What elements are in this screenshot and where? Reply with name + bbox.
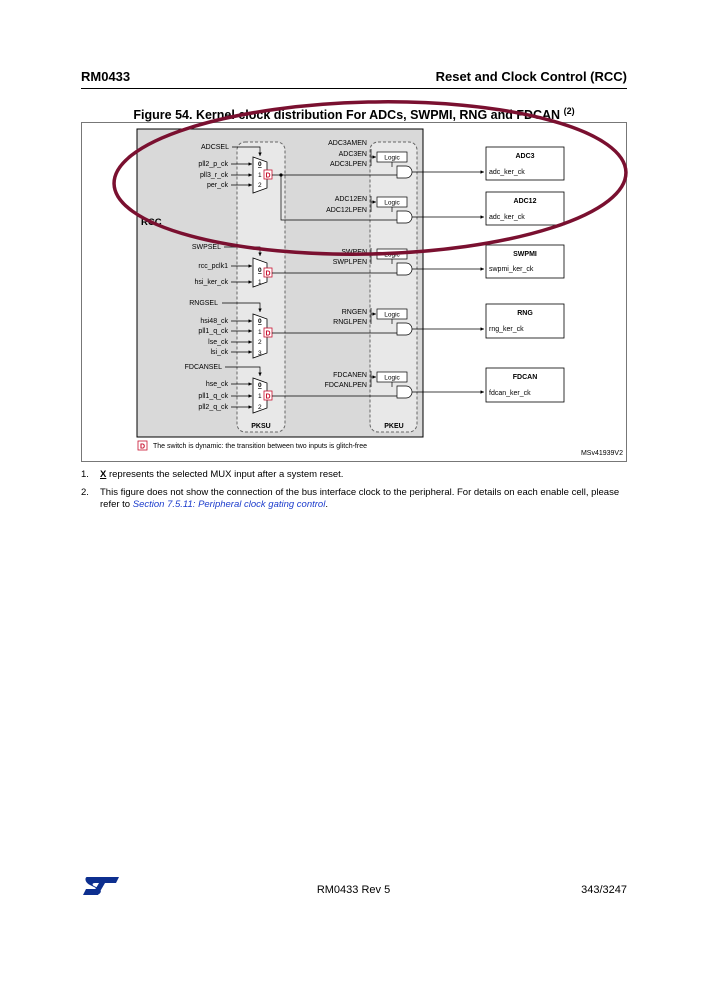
svg-text:0: 0 bbox=[258, 382, 262, 389]
svg-text:ADC12: ADC12 bbox=[513, 198, 537, 205]
chapter-title: Reset and Clock Control (RCC) bbox=[435, 69, 627, 84]
adc3lpen-label: ADC3LPEN bbox=[330, 161, 367, 168]
svg-text:2: 2 bbox=[258, 182, 262, 189]
adc-in-2: per_ck bbox=[206, 182, 228, 189]
svg-text:adc_ker_ck: adc_ker_ck bbox=[489, 214, 525, 221]
footer-revision: RM0433 Rev 5 bbox=[316, 884, 391, 896]
fdcan-gate bbox=[397, 386, 412, 398]
svg-text:Logic: Logic bbox=[384, 311, 400, 319]
svg-text:0: 0 bbox=[258, 267, 262, 274]
svg-text:1: 1 bbox=[258, 329, 262, 336]
rcc-label: RCC bbox=[141, 217, 162, 228]
fdc-in-0: hse_ck bbox=[205, 381, 228, 388]
svg-text:swpmi_ker_ck: swpmi_ker_ck bbox=[489, 266, 534, 273]
adc-in-1: pll3_r_ck bbox=[199, 172, 228, 179]
figure-title: Figure 54. Kernel clock distribution For ADCs, SWPMI, RNG and FDCAN $^{(2)}$ bbox=[133, 106, 575, 123]
svg-text:Logic: Logic bbox=[384, 374, 400, 382]
adc3-gate bbox=[397, 166, 412, 178]
svg-text:D: D bbox=[265, 270, 271, 278]
svg-text:0: 0 bbox=[258, 161, 262, 168]
adc12en-label: ADC12EN bbox=[334, 196, 367, 203]
svg-text:RNG: RNG bbox=[517, 310, 533, 317]
svg-text:2: 2 bbox=[258, 339, 262, 346]
note-2: 2. This figure does not show the connection of the bus interface clock to the peripheral. For details on each enable cell, please refer to Section 7.5.11: Peripheral clock gating control. bbox=[81, 487, 620, 510]
svg-text:1: 1 bbox=[258, 172, 262, 179]
adcsel-label: ADCSEL bbox=[200, 144, 229, 151]
fdcanen-label: FDCANEN bbox=[333, 372, 367, 379]
swp-in-0: rcc_pclk1 bbox=[198, 263, 228, 270]
svg-text:ADC3: ADC3 bbox=[515, 153, 535, 160]
figure-notes bbox=[81, 469, 627, 517]
rng-in-2: lse_ck bbox=[208, 339, 228, 346]
swp-in-1: hsi_ker_ck bbox=[194, 279, 228, 286]
svg-text:1: 1 bbox=[258, 393, 262, 400]
svg-text:adc_ker_ck: adc_ker_ck bbox=[489, 169, 525, 176]
swpen-label: SWPEN bbox=[341, 249, 367, 256]
svg-text:D: D bbox=[265, 393, 271, 401]
rngsel-label: RNGSEL bbox=[189, 300, 218, 307]
swpsel-label: SWPSEL bbox=[191, 244, 221, 251]
svg-text:0: 0 bbox=[258, 318, 262, 325]
adc12lpen-label: ADC12LPEN bbox=[326, 207, 367, 214]
svg-text:Logic: Logic bbox=[384, 154, 400, 162]
svg-text:1: 1 bbox=[258, 279, 262, 286]
page-number: 343/3247 bbox=[581, 884, 627, 896]
fdc-in-2: pll2_q_ck bbox=[198, 404, 228, 411]
svg-text:D: D bbox=[139, 443, 146, 451]
svg-text:D: D bbox=[265, 330, 271, 338]
svg-text:Logic: Logic bbox=[384, 251, 400, 259]
swplpen-label: SWPLPEN bbox=[332, 259, 367, 266]
svg-text:SWPMI: SWPMI bbox=[513, 251, 537, 258]
svg-text:rng_ker_ck: rng_ker_ck bbox=[489, 326, 524, 333]
svg-text:3: 3 bbox=[258, 350, 262, 357]
adc3en-label: ADC3EN bbox=[338, 151, 367, 158]
rng-gate bbox=[397, 323, 412, 335]
adc-in-0: pll2_p_ck bbox=[198, 161, 228, 168]
legend-text: The switch is dynamic: the transition between two inputs is glitch-free bbox=[153, 443, 367, 450]
rng-in-1: pll1_q_ck bbox=[198, 328, 228, 335]
doc-id: RM0433 bbox=[81, 69, 131, 84]
rng-in-3: lsi_ck bbox=[210, 349, 228, 356]
rnglpen-label: RNGLPEN bbox=[333, 319, 367, 326]
svg-text:FDCAN: FDCAN bbox=[512, 374, 538, 381]
rngen-label: RNGEN bbox=[341, 309, 367, 316]
pksu-label: PKSU bbox=[251, 423, 271, 430]
figure-code: MSv41939V2 bbox=[580, 450, 623, 457]
svg-text:Logic: Logic bbox=[384, 199, 400, 207]
note-1: 1. X represents the selected MUX input after a system reset. bbox=[81, 469, 344, 480]
rng-in-0: hsi48_ck bbox=[200, 318, 228, 325]
adc12-gate bbox=[397, 211, 412, 223]
fdc-in-1: pll1_q_ck bbox=[198, 393, 228, 400]
pkeu-label: PKEU bbox=[384, 423, 404, 430]
adc3amen-label: ADC3AMEN bbox=[328, 140, 367, 147]
section-link[interactable]: Section 7.5.11: Peripheral clock gating control bbox=[132, 499, 326, 510]
svg-text:2: 2 bbox=[258, 404, 262, 411]
svg-text:D: D bbox=[265, 172, 271, 180]
swpmi-gate bbox=[397, 263, 412, 275]
fdcanlpen-label: FDCANLPEN bbox=[324, 382, 367, 389]
swpmi-peripheral bbox=[486, 245, 564, 278]
svg-text:fdcan_ker_ck: fdcan_ker_ck bbox=[489, 390, 531, 397]
fdcansel-label: FDCANSEL bbox=[184, 364, 222, 371]
